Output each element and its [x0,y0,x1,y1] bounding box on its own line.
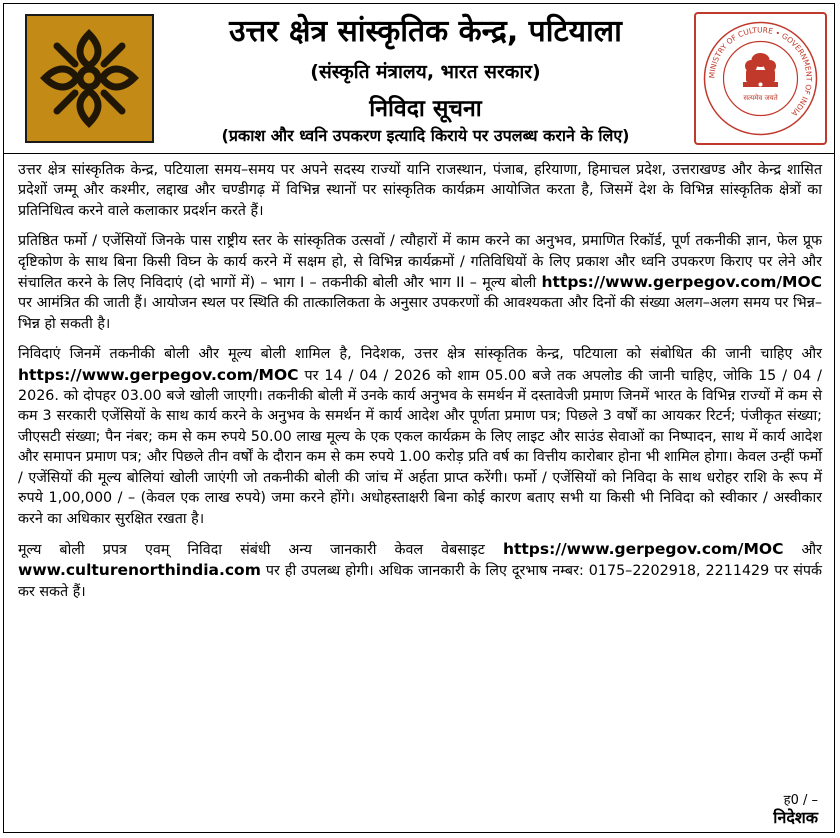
gerpegov-link[interactable]: https://www.gerpegov.com/MOC [541,273,822,292]
para4-text: मूल्य बोली प्रपत्र एवम् निविदा संबंधी अन्य जानकारी केवल वेबसाइट [18,541,485,558]
para4-text-cont: पर ही उपलब्ध होगी। अधिक जानकारी के लिए दूरभाष नम्बर: 0175–2202918, 2211429 पर संपर्क कर सकते हैं। [18,563,823,600]
signature-designation: निदेशक [773,808,818,827]
org-subtitle: (संस्कृति मंत्रालय, भारत सरकार) [310,61,541,83]
org-title: उत्तर क्षेत्र सांस्कृतिक केन्द्र, पटियाला [229,14,622,49]
culturenorthindia-link[interactable]: www.culturenorthindia.com [18,561,261,580]
para3-text: निविदाएं जिनमें तकनीकी बोली और मूल्य बोली शामिल है, निदेशक, उत्तर क्षेत्र सांस्कृतिक केन्द्र, पटियाला को संबोधित की जानी चाहिए और [18,346,822,363]
paragraph-2 [18,231,822,334]
emblem-motto: सत्यमेव जयते [743,94,778,102]
gerpegov-link[interactable]: https://www.gerpegov.com/MOC [18,365,299,384]
lion-capital-icon [743,53,778,87]
paragraph-3 [18,344,822,529]
notice-heading: निविदा सूचना [369,96,482,122]
ministry-emblem [694,12,827,145]
notice-body [18,160,822,612]
para2-text-cont: पर आमंत्रित की जाती हैं। आयोजन स्थल पर स्थिति की तात्कालिकता के अनुसार उपकरणों की आवश्यकता और दिनों की संख्या अलग–अलग समय पर भिन्न–भिन्न हो सकती है। [18,295,822,332]
para3-text-cont: पर 14 / 04 / 2026 को शाम 05.00 बजे तक अपलोड की जानी चाहिए, जोकि 15 / 04 / 2026. को दोपहर 03.00 बजे खोली जाएगी। तकनीकी बोली में उनके कार्य अनुभव के समर्थन में दस्तावेजी प्रमाण जिनमें भारत के विभिन्न राज्यों में कम से कम 3 सरकारी एजेंसियों के साथ कार्य करने के अनुभव के समर्थन में कार्य आदेश और पूर्णता प्रमाण पत्र; पिछले 3 वर्षों का आयकर रिटर्न; पंजीकृत संख्या; जीएसटी संख्या; पैन नंबर; कम से कम रुपये 50.00 लाख मूल्य के एक एकल कार्यक्रम के लिए लाइट और साउंड सेवाओं का निष्पादन, साथ में कार्य आदेश और समापन प्रमाण पत्र; और पिछले तीन वर्षों के दौरान कम से कम रुपये 1.00 करोड़ प्रति वर्ष का वित्तीय कारोबार होना भी शामिल होगा। केवल उन्हीं फर्मो / एजेंसियों की मूल्य बोलियां खोली जाएंगी जो तकनीकी बोली की जांच में अर्हता प्राप्त करेंगी। फर्मो / एजेंसियों को निविदा के साथ धरोहर राशि के रूप में रुपये 1,00,000 / – (केवल एक लाख रुपये) जमा करने होंगे। अधोहस्ताक्षरी बिना कोई कारण बताए सभी या किसी भी निविदा को स्वीकार / अस्वीकार करने का अधिकार सुरक्षित रखता है। [18,367,822,527]
signature-sd: ह0 / – [783,793,818,808]
nzcc-logo [25,14,154,143]
paragraph-1: उत्तर क्षेत्र सांस्कृतिक केन्द्र, पटियाला समय–समय पर अपने सदस्य राज्यों यानि राजस्थान, पंजाब, हरियाणा, हिमाचल प्रदेश, उत्तराखण्ड और केन्द्र शासित प्रदेशों जम्मू और कश्मीर, लद्दाख और चण्डीगढ़ में विभिन्न स्थानों पर सांस्कृतिक कार्यक्रम आयोजित करता है, जिसमें देश के विभिन्न सांस्कृतिक क्षेत्रों का प्रतिनिधित्व करने वाले कलाकार प्रदर्शन करते हैं। [18,162,822,219]
para4-and: और [801,541,822,558]
emblem-ring-text: MINISTRY OF CULTURE • GOVERNMENT OF INDIA [707,25,814,119]
notice-purpose: (प्रकाश और ध्वनि उपकरण इत्यादि किराये पर उपलब्ध कराने के लिए) [221,126,630,145]
gerpegov-link[interactable]: https://www.gerpegov.com/MOC [502,539,784,558]
header [3,3,835,154]
paragraph-4 [18,539,822,602]
para2-text: प्रतिष्ठित फर्मो / एजेंसियों जिनके पास राष्ट्रीय स्तर के सांस्कृतिक उत्सवों / त्यौहारों में काम करने का अनुभव, प्रमाणित रिकॉर्ड, पूर्ण तकनीकी ज्ञान, फेल प्रूफ दृष्टिकोण के साथ बिना किसी विघ्न के कार्य करने में सक्षम हो, से विभिन्न कार्यक्रमों / गतिविधियों के लिए प्रकाश और ध्वनि उपकरण किराए पर लेने और संचालित करने के लिए निविदाएं (दो भागों में) – भाग I – तकनीकी बोली और भाग II – मूल्य बोली [18,233,823,292]
